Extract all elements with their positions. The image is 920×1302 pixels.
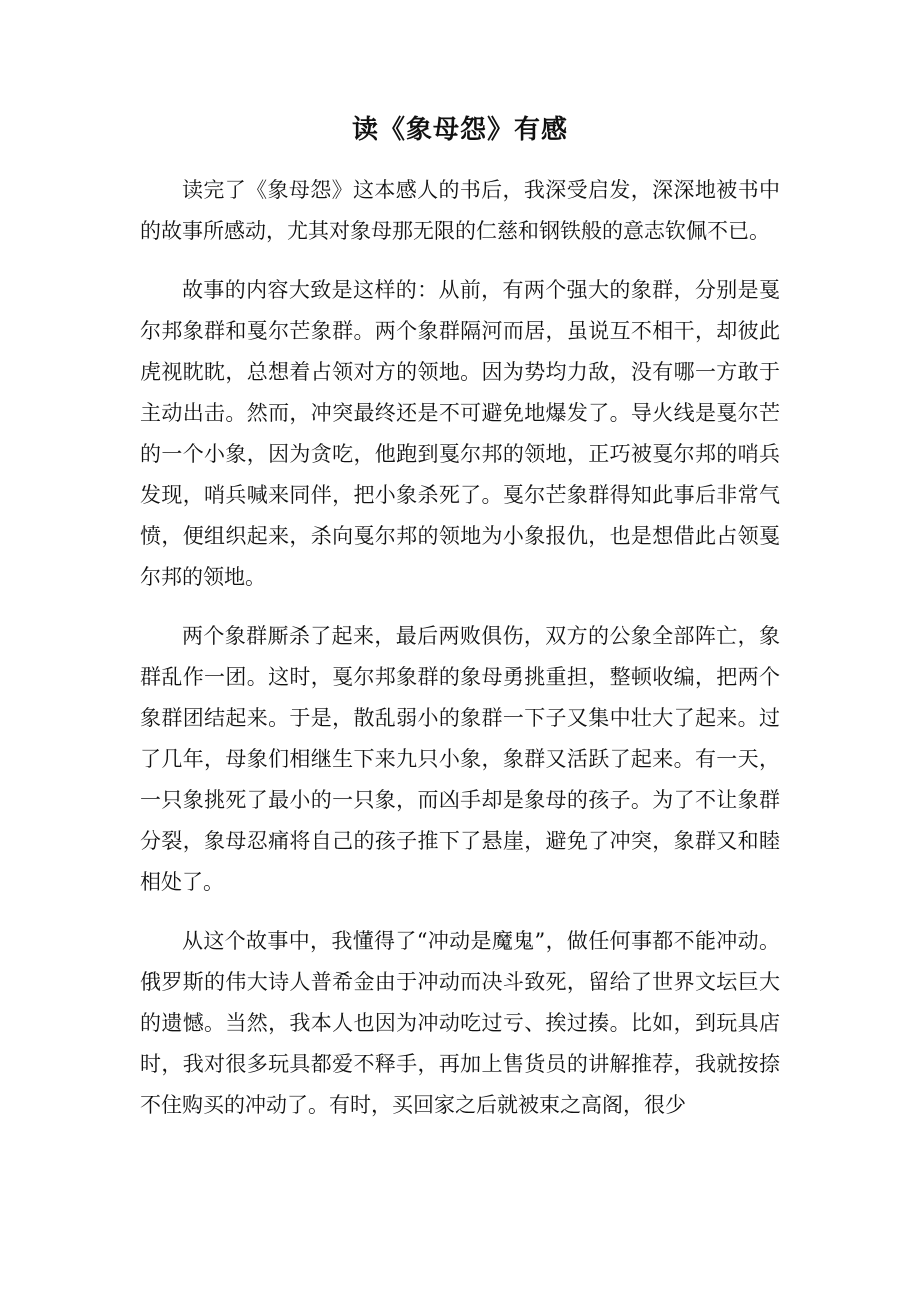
paragraph-4: 从这个故事中，我懂得了“冲动是魔鬼”，做任何事都不能冲动。俄罗斯的伟大诗人普希金由于冲动而决斗致死，留给了世界文坛巨大的遗憾。当然，我本人也因为冲动吃过亏、挨过揍。比如，到玩具店时，我对很多玩具都爱不释手，再加上售货员的讲解推荐，我就按捺不住购买的冲动了。有时，买回家之后就被束之高阁，很少: [140, 929, 780, 1117]
paragraph-3: 两个象群厮杀了起来，最后两败俱伤，双方的公象全部阵亡，象群乱作一团。这时，戛尔邦象群的象母勇挑重担，整顿收编，把两个象群团结起来。于是，散乱弱小的象群一下子又集中壮大了起来。过了几年，母象们相继生下来九只小象，象群又活跃了起来。有一天，一只象挑死了最小的一只象，而凶手却是象母的孩子。为了不让象群分裂，象母忍痛将自己的孩子推下了悬崖，避免了冲突，象群又和睦相处了。: [140, 624, 780, 894]
paragraph-2: 故事的内容大致是这样的：从前，有两个强大的象群，分别是戛尔邦象群和戛尔芒象群。两个象群隔河而居，虽说互不相干，却彼此虎视眈眈，总想着占领对方的领地。因为势均力敌，没有哪一方敢于主动出击。然而，冲突最终还是不可避免地爆发了。导火线是戛尔芒的一个小象，因为贪吃，他跑到戛尔邦的领地，正巧被戛尔邦的哨兵发现，哨兵喊来同伴，把小象杀死了。戛尔芒象群得知此事后非常气愤，便组织起来，杀向戛尔邦的领地为小象报仇，也是想借此占领戛尔邦的领地。: [140, 278, 780, 589]
paragraph-1: 读完了《象母怨》这本感人的书后，我深受启发，深深地被书中的故事所感动，尤其对象母那无限的仁慈和钢铁般的意志钦佩不已。: [140, 178, 780, 243]
document-title: 读《象母怨》有感: [351, 115, 568, 145]
document-page: [140, 104, 780, 1144]
